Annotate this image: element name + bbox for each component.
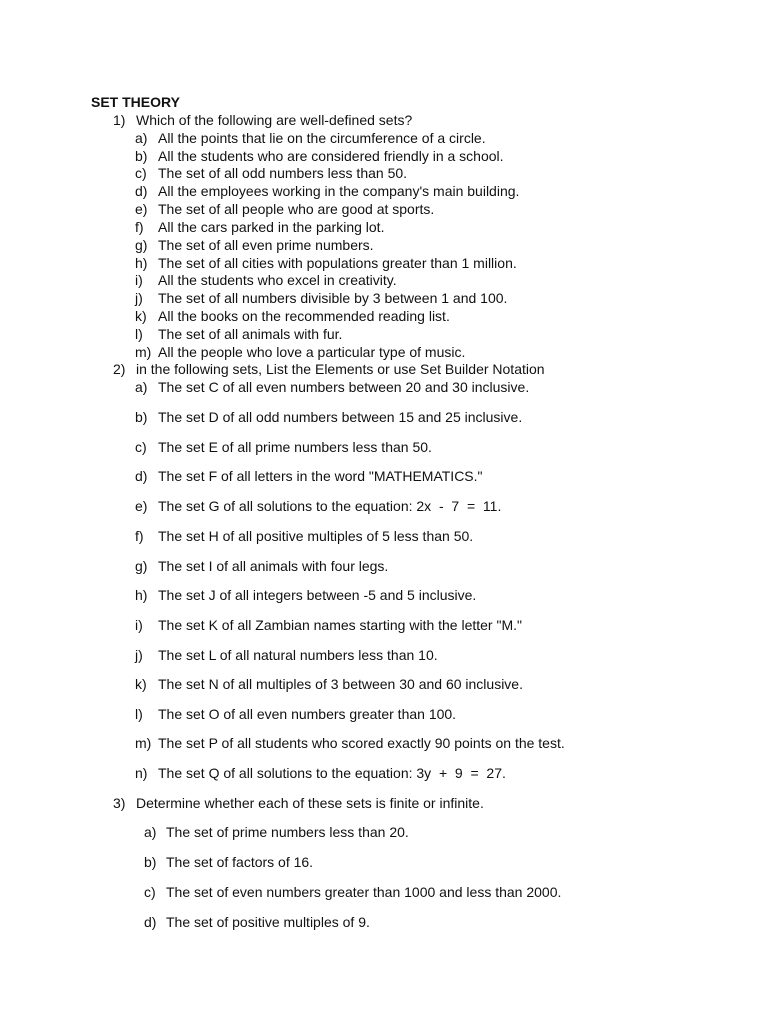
- q2-item-label: b): [135, 409, 148, 425]
- q2-item-text: The set P of all students who scored exactly 90 points on the test.: [158, 735, 565, 751]
- q2-item-label: g): [135, 558, 148, 574]
- q1-item-label: m): [135, 344, 152, 360]
- q2-item-label: e): [135, 498, 148, 514]
- q2-item-text: The set D of all odd numbers between 15 and 25 inclusive.: [158, 409, 523, 425]
- q3-item-text: The set of positive multiples of 9.: [166, 914, 370, 930]
- q1-item-label: g): [135, 237, 148, 253]
- q2-item-label: m): [135, 735, 152, 751]
- q3-item-text: The set of even numbers greater than 1000 and less than 2000.: [166, 884, 562, 900]
- q1-item-text: The set of all even prime numbers.: [158, 237, 374, 253]
- q1-item-label: f): [135, 219, 144, 235]
- q3-item-label: d): [144, 914, 157, 930]
- q1-item-text: The set of all numbers divisible by 3 between 1 and 100.: [158, 290, 508, 306]
- q1-item-label: d): [135, 183, 148, 199]
- q2-item-text: The set N of all multiples of 3 between 30 and 60 inclusive.: [158, 676, 523, 692]
- q1-item-label: h): [135, 255, 148, 271]
- question-3-text: Determine whether each of these sets is finite or infinite.: [136, 795, 484, 811]
- q1-item-text: The set of all cities with populations greater than 1 million.: [158, 255, 517, 271]
- q3-item-text: The set of factors of 16.: [166, 854, 314, 870]
- q1-item-label: l): [135, 326, 143, 342]
- q2-item-text: The set Q of all solutions to the equation: 3y + 9 = 27.: [158, 765, 506, 781]
- q1-item-label: e): [135, 201, 148, 217]
- q3-item-label: c): [144, 884, 156, 900]
- q2-item-label: j): [135, 647, 143, 663]
- q2-item-text: The set C of all even numbers between 20 and 30 inclusive.: [158, 379, 530, 395]
- q1-item-text: The set of all animals with fur.: [158, 326, 343, 342]
- q1-item-text: All the students who excel in creativity.: [158, 272, 397, 288]
- q1-item-label: j): [135, 290, 143, 306]
- question-1-number: 1): [113, 112, 126, 128]
- q1-item-label: i): [135, 272, 143, 288]
- q2-item-text: The set E of all prime numbers less than 50.: [158, 439, 432, 455]
- q1-item-text: All the points that lie on the circumference of a circle.: [158, 130, 486, 146]
- q1-item-label: a): [135, 130, 148, 146]
- q3-item-label: a): [144, 824, 157, 840]
- question-2-number: 2): [113, 361, 126, 377]
- question-1-text: Which of the following are well-defined sets?: [136, 112, 413, 128]
- question-2-text: in the following sets, List the Elements or use Set Builder Notation: [136, 361, 545, 377]
- q3-item-label: b): [144, 854, 157, 870]
- q2-item-label: h): [135, 587, 148, 603]
- q1-item-text: All the students who are considered friendly in a school.: [158, 148, 504, 164]
- q2-item-label: i): [135, 617, 143, 633]
- q2-item-label: k): [135, 676, 147, 692]
- q2-item-text: The set O of all even numbers greater than 100.: [158, 706, 457, 722]
- q1-item-text: The set of all odd numbers less than 50.: [158, 165, 408, 181]
- q2-item-text: The set G of all solutions to the equation: 2x - 7 = 11.: [158, 498, 502, 514]
- q1-item-text: All the books on the recommended reading list.: [158, 308, 450, 324]
- q1-item-text: All the cars parked in the parking lot.: [158, 219, 385, 235]
- q1-item-label: c): [135, 165, 147, 181]
- q2-item-text: The set F of all letters in the word "MATHEMATICS.": [158, 468, 483, 484]
- q2-item-label: d): [135, 468, 148, 484]
- q2-item-label: n): [135, 765, 148, 781]
- q2-item-label: l): [135, 706, 143, 722]
- q1-item-label: b): [135, 148, 148, 164]
- page-title: SET THEORY: [91, 94, 180, 110]
- q2-item-text: The set K of all Zambian names starting with the letter "M.": [158, 617, 522, 633]
- q2-item-label: c): [135, 439, 147, 455]
- q1-item-text: All the people who love a particular type of music.: [158, 344, 466, 360]
- q2-item-label: f): [135, 528, 144, 544]
- q2-item-text: The set I of all animals with four legs.: [158, 558, 389, 574]
- q1-item-text: All the employees working in the company's main building.: [158, 183, 520, 199]
- q1-item-label: k): [135, 308, 147, 324]
- question-3-number: 3): [113, 795, 126, 811]
- q2-item-text: The set L of all natural numbers less than 10.: [158, 647, 438, 663]
- q1-item-text: The set of all people who are good at sports.: [158, 201, 435, 217]
- q2-item-label: a): [135, 379, 148, 395]
- q2-item-text: The set H of all positive multiples of 5 less than 50.: [158, 528, 474, 544]
- q3-item-text: The set of prime numbers less than 20.: [166, 824, 409, 840]
- q2-item-text: The set J of all integers between -5 and 5 inclusive.: [158, 587, 477, 603]
